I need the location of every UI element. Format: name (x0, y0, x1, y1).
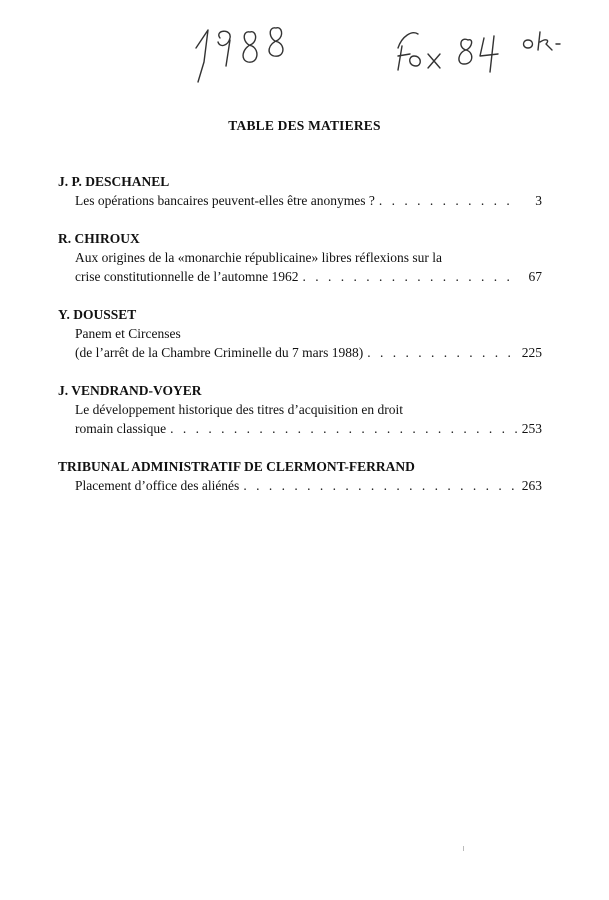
section-author: J. P. DESCHANEL (58, 174, 170, 189)
page-number: 225 (521, 345, 542, 360)
entry-title: crise constitutionnelle de l’automne 1962 (75, 269, 299, 284)
section-author: J. VENDRAND-VOYER (58, 382, 202, 398)
section-entry (58, 400, 542, 439)
toc-section (58, 305, 542, 363)
entry-line (75, 476, 542, 496)
section-author: R. CHIROUX (58, 230, 140, 246)
page-number: 3 (535, 193, 542, 208)
page-number: 263 (521, 477, 542, 493)
dot-leader (239, 476, 518, 496)
entry-title: Placement d’office des aliénés (75, 477, 240, 493)
entry-title-line: Le développement historique des titres d’acquisition en droit (75, 401, 404, 417)
entry-line (75, 419, 542, 439)
dot-leader (166, 419, 518, 439)
dot-leader (363, 343, 518, 363)
scan-mark (463, 846, 464, 851)
toc-section (58, 172, 542, 211)
entry-title-line: Panem et Circenses (75, 325, 181, 341)
page-number: 253 (521, 421, 542, 436)
page-title: TABLE DES MATIERES (228, 118, 381, 133)
section-entry (58, 191, 542, 211)
entry-title-line: Aux origines de la «monarchie républicaine» libres réflexions sur la (75, 249, 443, 265)
section-entry (58, 476, 542, 496)
section-author: TRIBUNAL ADMINISTRATIF DE CLERMONT-FERRAND (58, 458, 415, 474)
handwritten-annotation (0, 0, 609, 110)
toc-section (58, 229, 542, 287)
section-author: Y. DOUSSET (58, 306, 137, 322)
toc-section (58, 457, 542, 496)
toc-section (58, 381, 542, 439)
entry-title: Les opérations bancaires peuvent-elles être anonymes ? (75, 193, 375, 208)
entry-line (75, 343, 542, 363)
section-entry (58, 248, 542, 287)
section-entry (58, 324, 542, 363)
entry-line (75, 191, 542, 211)
handwritten-annotation-drawing (0, 0, 609, 110)
dot-leader (375, 191, 518, 211)
entry-line (75, 267, 542, 287)
dot-leader (298, 267, 518, 287)
entry-title: (de l’arrêt de la Chambre Criminelle du 7 mars 1988) (75, 345, 364, 360)
table-of-contents (58, 172, 542, 513)
page-number: 67 (528, 269, 542, 284)
entry-title: romain classique (75, 421, 167, 436)
